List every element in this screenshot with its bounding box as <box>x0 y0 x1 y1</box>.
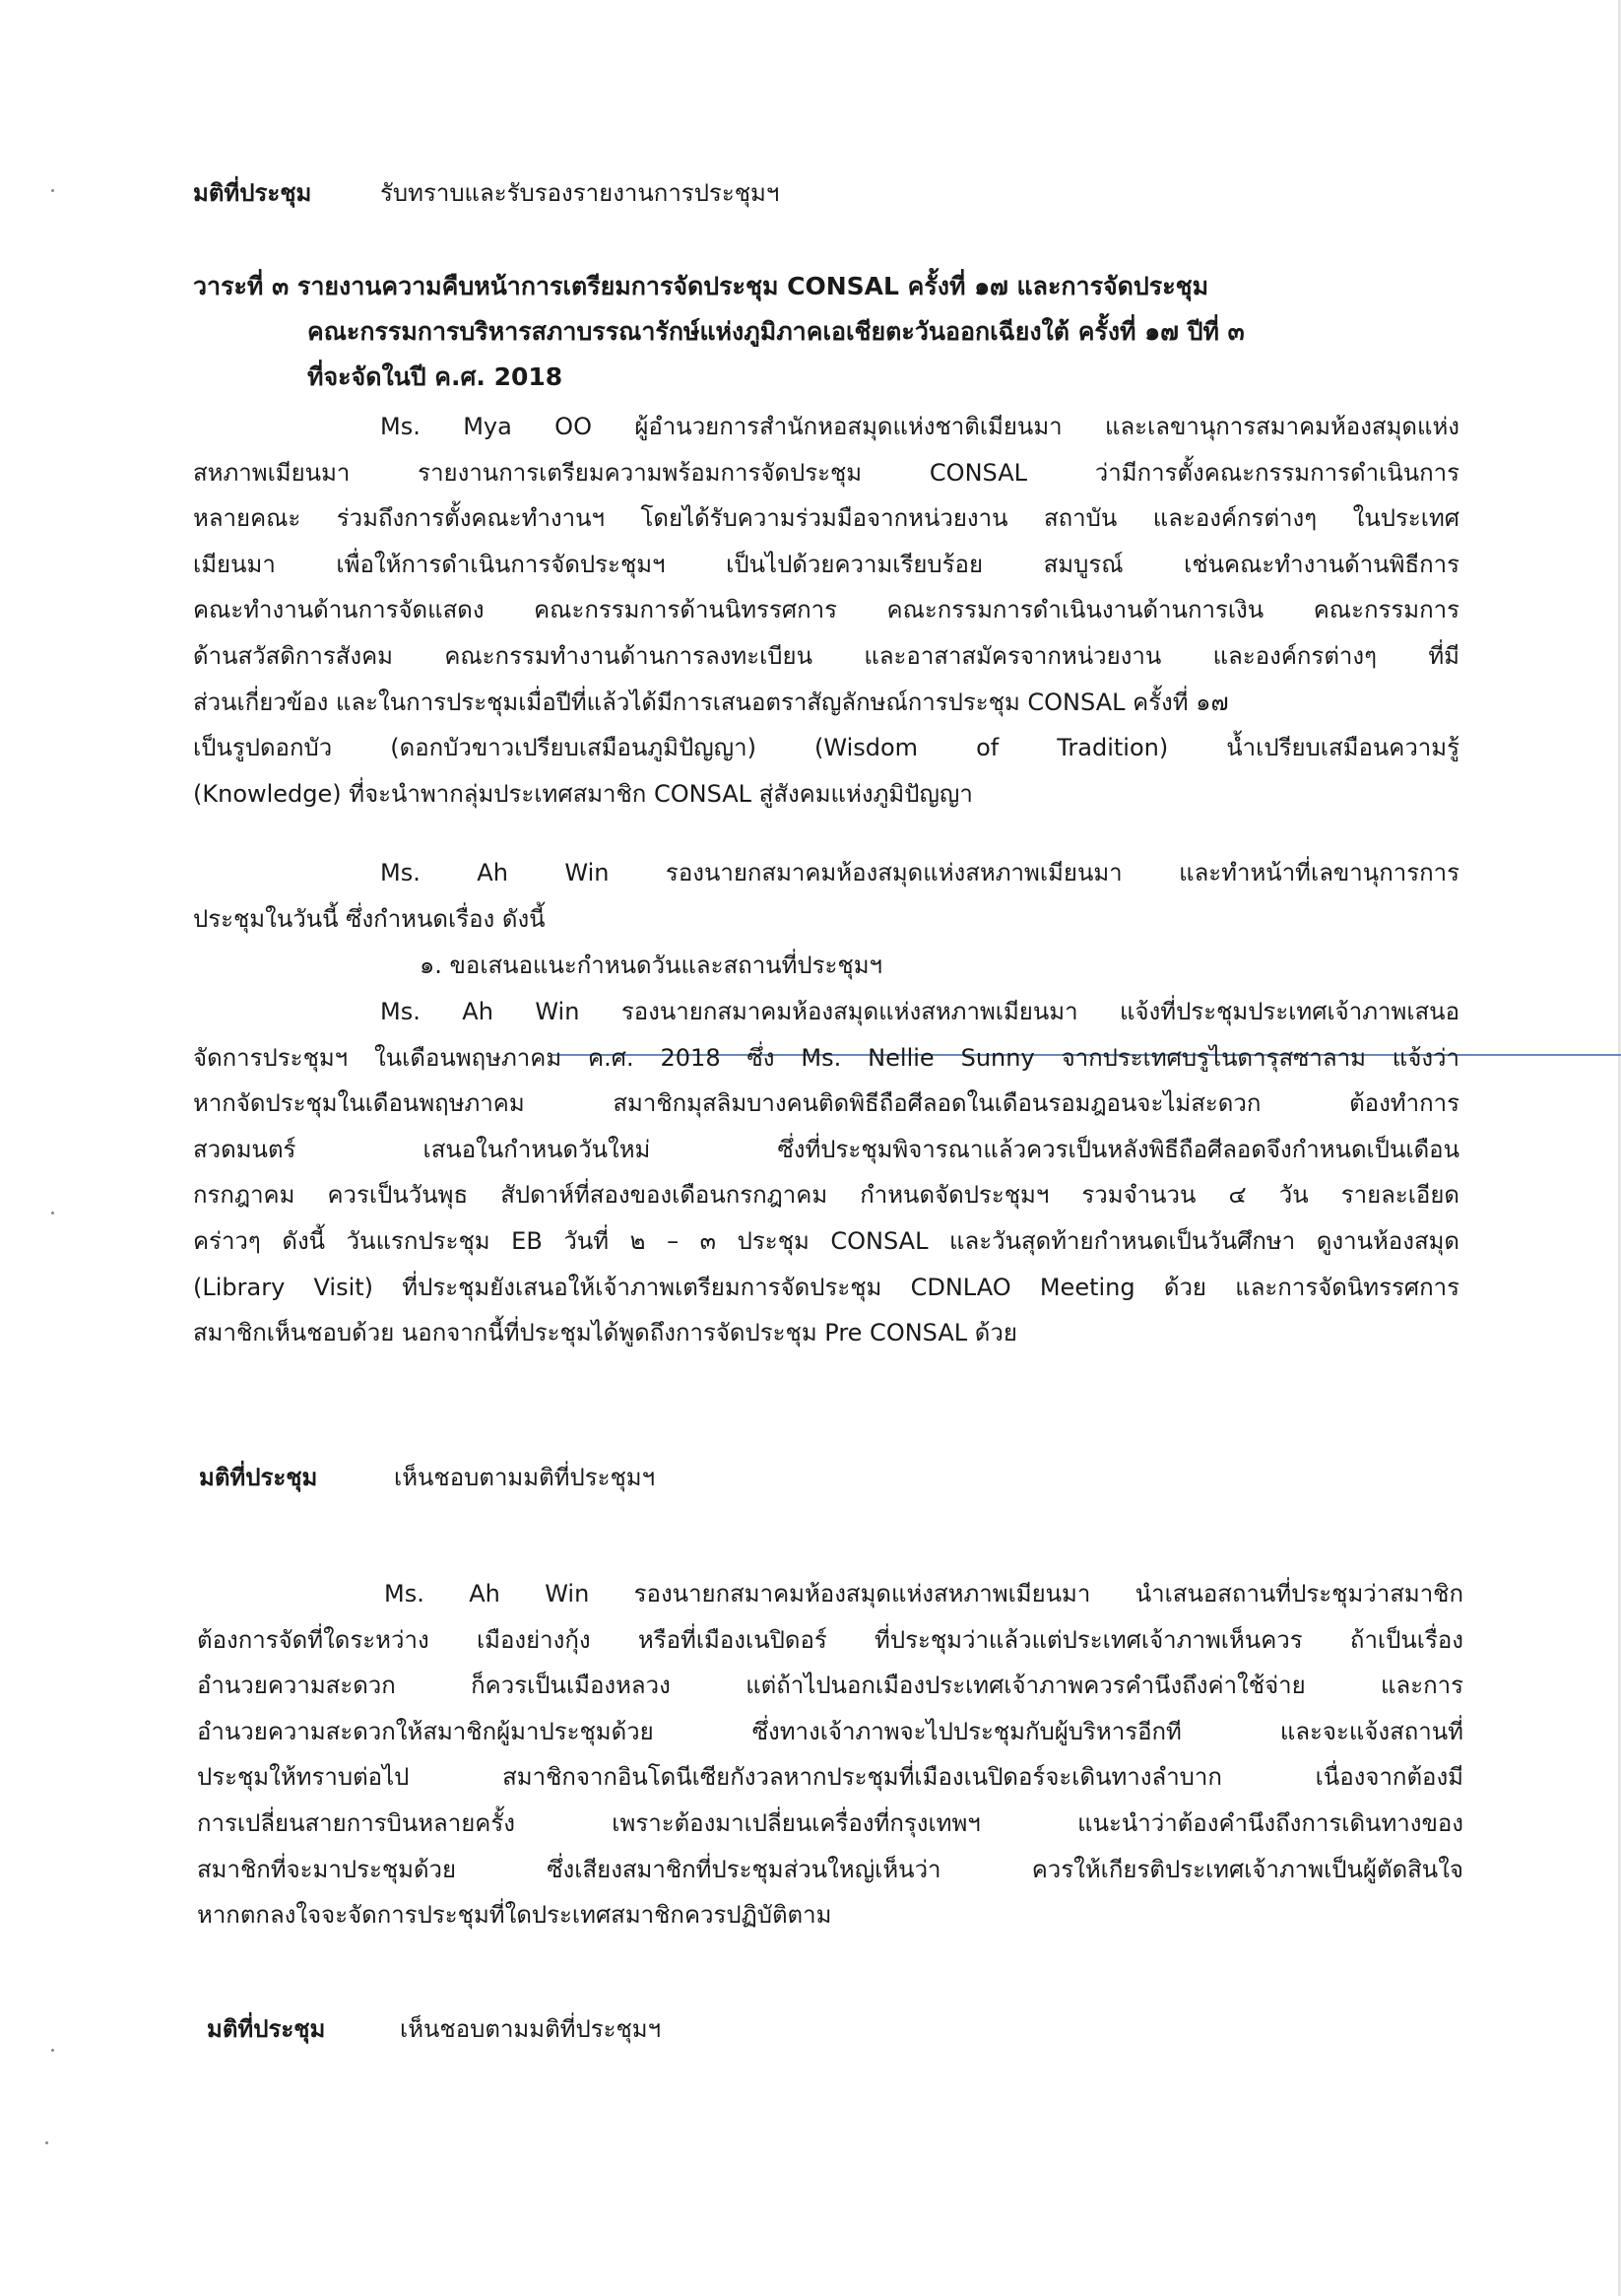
resolution-text: เห็นชอบตามมติที่ประชุมฯ <box>400 2015 662 2043</box>
paragraph-line: คร่าวๆ ดังนี้ วันแรกประชุม EB วันที่ ๒ – ๓ ประชุม CONSAL และวันสุดท้ายกำหนดเป็นวันศึกษา ดูงานห้องสมุด <box>193 1226 1459 1255</box>
paragraph-line: Ms. Ah Win รองนายกสมาคมห้องสมุดแห่งสหภาพเมียนมา และทำหน้าที่เลขานุการการ <box>380 859 1459 886</box>
paragraph-line: Ms. Mya OO ผู้อำนวยการสำนักหอสมุดแห่งชาติเมียนมา และเลขานุการสมาคมห้องสมุดแห่ง <box>380 413 1459 440</box>
paragraph-line: (Knowledge) ที่จะนำพากลุ่มประเทศสมาชิก CONSAL สู่สังคมแห่งภูมิปัญญา <box>193 779 973 808</box>
paragraph-line: สมาชิกเห็นชอบด้วย นอกจากนี้ที่ประชุมได้พูดถึงการจัดประชุม Pre CONSAL ด้วย <box>193 1319 1017 1347</box>
paragraph-line: เมียนมา เพื่อให้การดำเนินการจัดประชุมฯ เป็นไปด้วยความเรียบร้อย สมบูรณ์ เช่นคณะทำงานด้านพิธีการ <box>193 550 1459 578</box>
resolution-text: เห็นชอบตามมติที่ประชุมฯ <box>394 1464 656 1491</box>
scan-speck <box>45 2141 48 2144</box>
paragraph-line: สวดมนตร์ เสนอในกำหนดวันใหม่ ซึ่งที่ประชุมพิจารณาแล้วควรเป็นหลังพิธีถือศีลอดจึงกำหนดเป็นเดือน <box>193 1135 1459 1163</box>
paragraph-consal-preparation <box>193 404 1459 817</box>
paragraph-line: ประชุมในวันนี้ ซึ่งกำหนดเรื่อง ดังนี้ <box>193 904 546 933</box>
agenda-line: วาระที่ ๓ รายงานความคืบหน้าการเตรียมการจัดประชุม CONSAL ครั้งที่ ๑๗ และการจัดประชุม <box>193 272 1209 300</box>
agenda-line: ที่จะจัดในปี ค.ศ. 2018 <box>307 362 563 391</box>
agenda-line: คณะกรรมการบริหารสภาบรรณารักษ์แห่งภูมิภาคเอเชียตะวันออกเฉียงใต้ ครั้งที่ ๑๗ ปีที่ ๓ <box>307 317 1245 346</box>
scan-speck <box>51 2049 54 2052</box>
sub-item-text: ๑. ขอเสนอแนะกำหนดวันและสถานที่ประชุมฯ <box>420 951 883 979</box>
paragraph-line: Ms. Ah Win รองนายกสมาคมห้องสมุดแห่งสหภาพเมียนมา นำเสนอสถานที่ประชุมว่าสมาชิก <box>384 1580 1463 1607</box>
paragraph-line: จัดการประชุมฯ ในเดือนพฤษภาคม ค.ศ. 2018 ซึ่ง Ms. Nellie Sunny จากประเทศบรูไนดารุสซาลาม แจ้งว่า <box>193 1043 1459 1072</box>
resolution-3 <box>207 2009 662 2048</box>
paragraph-line: อำนวยความสะดวกให้สมาชิกผู้มาประชุมด้วย ซึ่งทางเจ้าภาพจะไปประชุมกับผู้บริหารอีกที และจะแจ้งสถานที่ <box>197 1717 1463 1745</box>
paragraph-line: อำนวยความสะดวก ก็ควรเป็นเมืองหลวง แต่ถ้าไปนอกเมืองประเทศเจ้าภาพควรคำนึงถึงค่าใช้จ่าย และการ <box>197 1672 1463 1700</box>
paragraph-line: หลายคณะ ร่วมถึงการตั้งคณะทำงานฯ โดยได้รับความร่วมมือจากหน่วยงาน สถาบัน และองค์กรต่างๆ ในประเทศ <box>193 504 1459 533</box>
paragraph-line: หากจัดประชุมในเดือนพฤษภาคม สมาชิกมุสลิมบางคนติดพิธีถือศีลอดในเดือนรอมฎอนจะไม่สะดวก ต้องทำการ <box>193 1089 1459 1118</box>
scan-speck <box>51 1212 54 1214</box>
agenda-item-heading <box>193 264 1245 400</box>
paragraph-meeting-date <box>193 989 1459 1356</box>
resolution-label: มติที่ประชุม <box>207 2015 326 2043</box>
paragraph-line: การเปลี่ยนสายการบินหลายครั้ง เพราะต้องมาเปลี่ยนเครื่องที่กรุงเทพฯ แนะนำว่าต้องคำนึงถึงการเดินทางของ <box>197 1808 1463 1837</box>
paragraph-line: ประชุมให้ทราบต่อไป สมาชิกจากอินโดนีเซียกังวลหากประชุมที่เมืองเนปิดอร์จะเดินทางลำบาก เนื่องจากต้องมี <box>197 1763 1463 1792</box>
paragraph-meeting-venue <box>197 1571 1463 1938</box>
paragraph-line: Ms. Ah Win รองนายกสมาคมห้องสมุดแห่งสหภาพเมียนมา แจ้งที่ประชุมประเทศเจ้าภาพเสนอ <box>380 998 1459 1025</box>
scan-speck <box>51 189 54 192</box>
paragraph-line: คณะทำงานด้านการจัดแสดง คณะกรรมการด้านนิทรรศการ คณะกรรมการดำเนินงานด้านการเงิน คณะกรรมการ <box>193 596 1459 624</box>
resolution-2 <box>199 1458 656 1496</box>
paragraph-secretary <box>193 850 1459 942</box>
paragraph-line: กรกฎาคม ควรเป็นวันพุธ สัปดาห์ที่สองของเดือนกรกฎาคม กำหนดจัดประชุมฯ รวมจำนวน ๔ วัน รายละเอียด <box>193 1181 1459 1210</box>
paragraph-line: ด้านสวัสดิการสังคม คณะกรรมทำงานด้านการลงทะเบียน และอาสาสมัครจากหน่วยงาน และองค์กรต่างๆ ที่มี <box>193 641 1459 670</box>
resolution-label: มติที่ประชุม <box>199 1464 318 1491</box>
resolution-text: รับทราบและรับรองรายงานการประชุมฯ <box>380 179 780 207</box>
resolution-1 <box>193 173 780 212</box>
resolution-label: มติที่ประชุม <box>193 179 312 207</box>
paragraph-line: ต้องการจัดที่ใดระหว่าง เมืองย่างกุ้ง หรือที่เมืองเนปิดอร์ ที่ประชุมว่าแล้วแต่ประเทศเจ้าภาพเห็นควร ถ้าเป็นเรื่อง <box>197 1625 1463 1654</box>
paragraph-line: เป็นรูปดอกบัว (ดอกบัวขาวเปรียบเสมือนภูมิปัญญา) (Wisdom of Tradition) น้ำเปรียบเสมือนความรู้ <box>193 734 1459 762</box>
paragraph-line: สมาชิกที่จะมาประชุมด้วย ซึ่งเสียงสมาชิกที่ประชุมส่วนใหญ่เห็นว่า ควรให้เกียรติประเทศเจ้าภาพเป็นผู้ตัดสินใจ <box>197 1855 1463 1883</box>
sub-item-1 <box>193 943 1459 989</box>
paragraph-line: สหภาพเมียนมา รายงานการเตรียมความพร้อมการจัดประชุม CONSAL ว่ามีการตั้งคณะกรรมการดำเนินการ <box>193 458 1459 487</box>
paragraph-line: หากตกลงใจจะจัดการประชุมที่ใดประเทศสมาชิกควรปฏิบัติตาม <box>197 1901 832 1930</box>
paragraph-line: (Library Visit) ที่ประชุมยังเสนอให้เจ้าภาพเตรียมการจัดประชุม CDNLAO Meeting ด้วย และการจัดนิทรรศการ <box>193 1273 1459 1301</box>
paragraph-line: ส่วนเกี่ยวข้อง และในการประชุมเมื่อปีที่แล้วได้มีการเสนอตราสัญลักษณ์การประชุม CONSAL ครั้งที่ ๑๗ <box>193 688 1229 716</box>
